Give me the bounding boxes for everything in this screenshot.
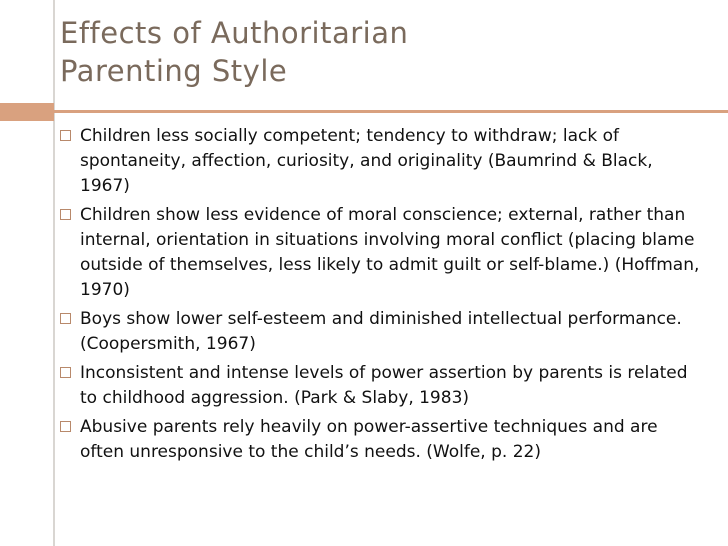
- bullet-item: [60, 203, 700, 303]
- bullet-text: Abusive parents rely heavily on power-assertive techniques and are often unresponsive to the child’s needs. (Wolfe, p. 22): [80, 417, 658, 462]
- hollow-square-icon: [60, 313, 71, 324]
- hollow-square-icon: [60, 209, 71, 220]
- bullet-list: [60, 124, 700, 469]
- title-underline: [54, 110, 728, 113]
- left-vertical-rule: [53, 0, 55, 546]
- slide-title: [60, 14, 700, 90]
- hollow-square-icon: [60, 130, 71, 141]
- bullet-item: [60, 124, 700, 199]
- hollow-square-icon: [60, 421, 71, 432]
- slide-title-line-2: Parenting Style: [60, 54, 288, 88]
- title-accent-block: [0, 103, 54, 121]
- bullet-text: Children less socially competent; tendency to withdraw; lack of spontaneity, affection, curiosity, and originality (Baumrind & Black, 1967): [80, 126, 653, 196]
- slide-title-line-1: Effects of Authoritarian: [60, 16, 409, 50]
- bullet-item: [60, 307, 700, 357]
- bullet-text: Children show less evidence of moral conscience; external, rather than internal, orientation in situations involving moral conflict (placing blame outside of themselves, less likely to admit guilt or self-blame.) (Hoffman, 1970): [80, 205, 700, 300]
- bullet-item: [60, 415, 700, 465]
- bullet-item: [60, 361, 700, 411]
- hollow-square-icon: [60, 367, 71, 378]
- bullet-text: Inconsistent and intense levels of power assertion by parents is related to childhood aggression. (Park & Slaby, 1983): [80, 363, 688, 408]
- bullet-text: Boys show lower self-esteem and diminished intellectual performance. (Coopersmith, 1967): [80, 309, 682, 354]
